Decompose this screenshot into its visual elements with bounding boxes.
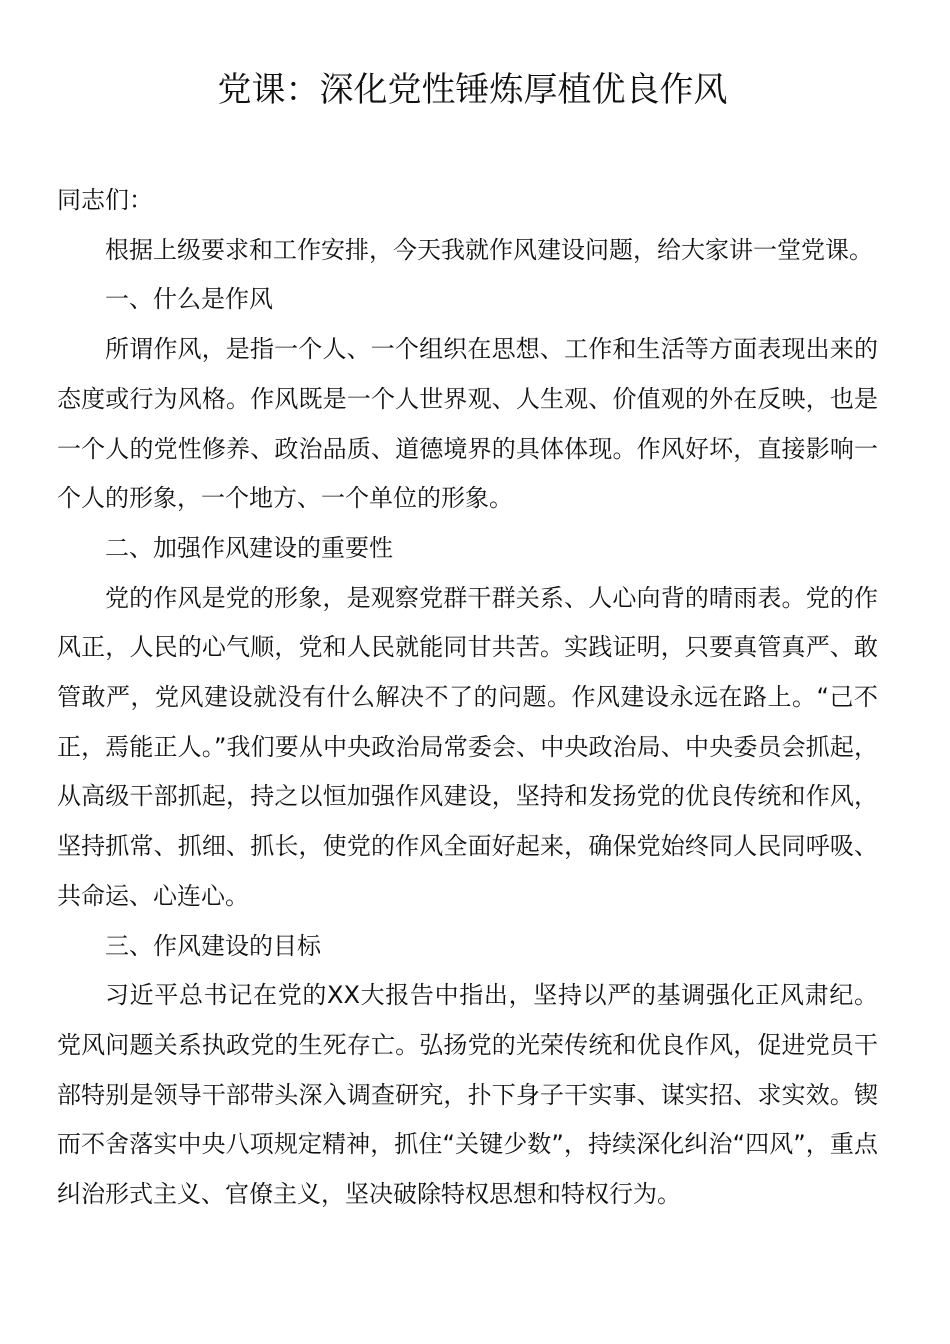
section-heading-3: 三、作风建设的目标 (105, 931, 321, 960)
paragraph-section-1: 所谓作风，是指一个人、一个组织在思想、工作和生活等方面表现出来的态度或行为风格。作风既是一个人世界观、人生观、价值观的外在反映，也是一个人的党性修养、政治品质、道德境界的具体体现。作风好坏，直接影响一个人的形象，一个地方、一个单位的形象。 (57, 335, 878, 513)
document-title: 党课：深化党性锤炼厚植优良作风 (217, 70, 728, 110)
document-body (57, 176, 878, 1220)
salutation: 同志们： (57, 186, 153, 214)
paragraph-section-2: 党的作风是党的形象，是观察党群干群关系、人心向背的晴雨表。党的作风正，人民的心气顺，党和人民就能同甘共苦。实践证明，只要真管真严、敢管敢严，党风建设就没有什么解决不了的问题。作风建设永远在路上。“己不正，焉能正人。”我们要从中央政治局常委会、中央政治局、中央委员会抓起，从高级干部抓起，持之以恒加强作风建设，坚持和发扬党的优良传统和作风，坚持抓常、抓细、抓长，使党的作风全面好起来，确保党始终同人民同呼吸、共命运、心连心。 (57, 583, 878, 910)
section-heading-2: 二、加强作风建设的重要性 (105, 533, 393, 562)
paragraph-section-3: 习近平总书记在党的XX大报告中指出，坚持以严的基调强化正风肃纪。党风问题关系执政党的生死存亡。弘扬党的光荣传统和优良作风，促进党员干部特别是领导干部带头深入调查研究，扑下身子干实事、谋实招、求实效。锲而不舍落实中央八项规定精神，抓住“关键少数”，持续深化纠治“四风”，重点纠治形式主义、官僚主义，坚决破除特权思想和特权行为。 (57, 981, 878, 1209)
paragraph-intro: 根据上级要求和工作安排，今天我就作风建设问题，给大家讲一堂党课。 (105, 235, 873, 264)
section-heading-1: 一、什么是作风 (105, 285, 273, 314)
